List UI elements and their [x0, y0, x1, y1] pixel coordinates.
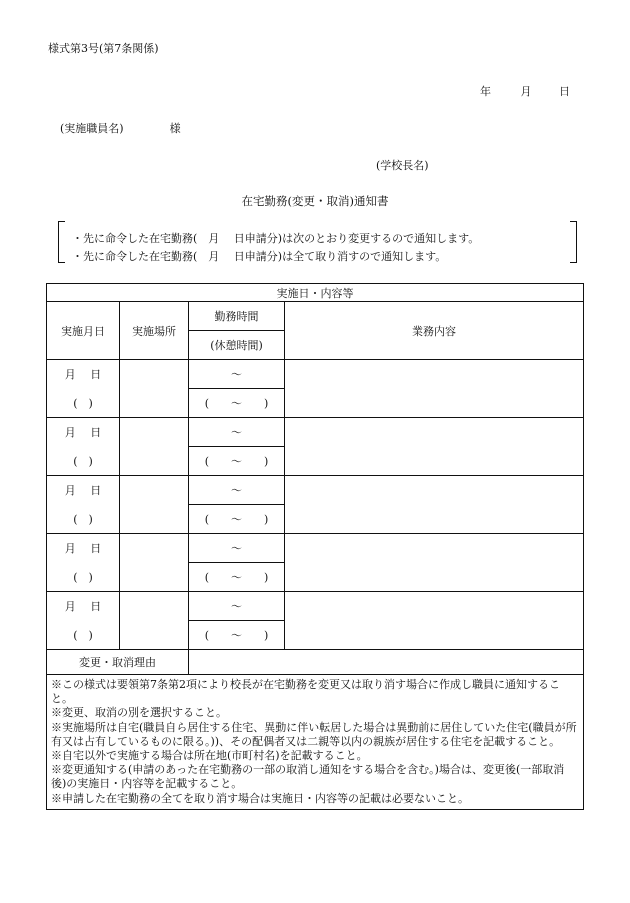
- row-break[interactable]: ( ～ ): [189, 505, 285, 534]
- note-item: ※申請した在宅勤務の全てを取り消す場合は実施日・内容等の記載は必要ないこと。: [51, 791, 469, 805]
- row-weekday[interactable]: ( ): [47, 563, 120, 592]
- row-weekday[interactable]: ( ): [47, 447, 120, 476]
- row-content[interactable]: [285, 418, 584, 476]
- date-day: 日: [559, 85, 570, 98]
- header-place: 実施場所: [120, 302, 189, 360]
- row-weekday[interactable]: ( ): [47, 505, 120, 534]
- row-time[interactable]: ～: [189, 534, 285, 563]
- option-cancel[interactable]: ・先に命令した在宅勤務( 月 日申請分)は全て取り消すので通知します。: [72, 250, 447, 263]
- note-item: ※この様式は要領第7条第2項により校長が在宅勤務を変更又は取り消す場合に作成し職員に通知すること。: [51, 678, 560, 706]
- note-item: ※変更、取消の別を選択すること。: [51, 706, 227, 720]
- row-date[interactable]: 月 日: [47, 418, 120, 447]
- section-header: 実施日・内容等: [47, 284, 584, 302]
- notes-cell: [47, 675, 584, 810]
- row-content[interactable]: [285, 592, 584, 650]
- row-break[interactable]: ( ～ ): [189, 621, 285, 650]
- row-weekday[interactable]: ( ): [47, 389, 120, 418]
- option-box: [58, 221, 577, 263]
- date-line: [480, 83, 570, 99]
- option-change[interactable]: ・先に命令した在宅勤務( 月 日申請分)は次のとおり変更するので通知します。: [72, 232, 480, 245]
- recipient-name: (実施職員名): [60, 122, 124, 135]
- header-time: 勤務時間: [189, 302, 285, 331]
- row-content[interactable]: [285, 534, 584, 592]
- row-date[interactable]: 月 日: [47, 592, 120, 621]
- note-item: ※実施場所は自宅(職員自ら居住する住宅、異動に伴い転居した場合は異動前に居住していた住宅(職員が所有又は占有しているものに限る。))、その配偶者又は二親等以内の親族が居住する住宅を記載すること。: [51, 720, 577, 748]
- row-place[interactable]: [120, 418, 189, 476]
- schedule-table: [46, 283, 584, 810]
- schedule-table-wrap: [46, 283, 583, 810]
- date-year: 年: [480, 85, 491, 98]
- row-content[interactable]: [285, 360, 584, 418]
- row-break[interactable]: ( ～ ): [189, 563, 285, 592]
- row-weekday[interactable]: ( ): [47, 621, 120, 650]
- row-break[interactable]: ( ～ ): [189, 447, 285, 476]
- form-number: 様式第3号(第7条関係): [48, 42, 159, 55]
- sender-name: (学校長名): [376, 159, 429, 172]
- recipient-line: [60, 120, 181, 136]
- reason-field[interactable]: [189, 650, 584, 675]
- row-time[interactable]: ～: [189, 592, 285, 621]
- bracket-right: [570, 221, 577, 263]
- row-content[interactable]: [285, 476, 584, 534]
- row-break[interactable]: ( ～ ): [189, 389, 285, 418]
- row-place[interactable]: [120, 360, 189, 418]
- bracket-left: [58, 221, 65, 263]
- row-place[interactable]: [120, 534, 189, 592]
- row-date[interactable]: 月 日: [47, 534, 120, 563]
- document-title: 在宅勤務(変更・取消)通知書: [241, 194, 389, 208]
- row-time[interactable]: ～: [189, 476, 285, 505]
- row-date[interactable]: 月 日: [47, 476, 120, 505]
- header-date: 実施月日: [47, 302, 120, 360]
- row-place[interactable]: [120, 592, 189, 650]
- row-date[interactable]: 月 日: [47, 360, 120, 389]
- recipient-suffix: 様: [169, 122, 181, 135]
- date-month: 月: [520, 85, 532, 98]
- row-place[interactable]: [120, 476, 189, 534]
- header-content: 業務内容: [285, 302, 584, 360]
- row-time[interactable]: ～: [189, 418, 285, 447]
- note-item: ※自宅以外で実施する場合は所在地(市町村名)を記載すること。: [51, 749, 368, 763]
- header-break: (休憩時間): [189, 331, 285, 360]
- reason-label: 変更・取消理由: [47, 650, 189, 675]
- row-time[interactable]: ～: [189, 360, 285, 389]
- note-item: ※変更通知する(申請のあった在宅勤務の一部の取消し通知をする場合を含む。)場合は、変更後(一部取消後)の実施日・内容等を記載すること。: [51, 763, 565, 791]
